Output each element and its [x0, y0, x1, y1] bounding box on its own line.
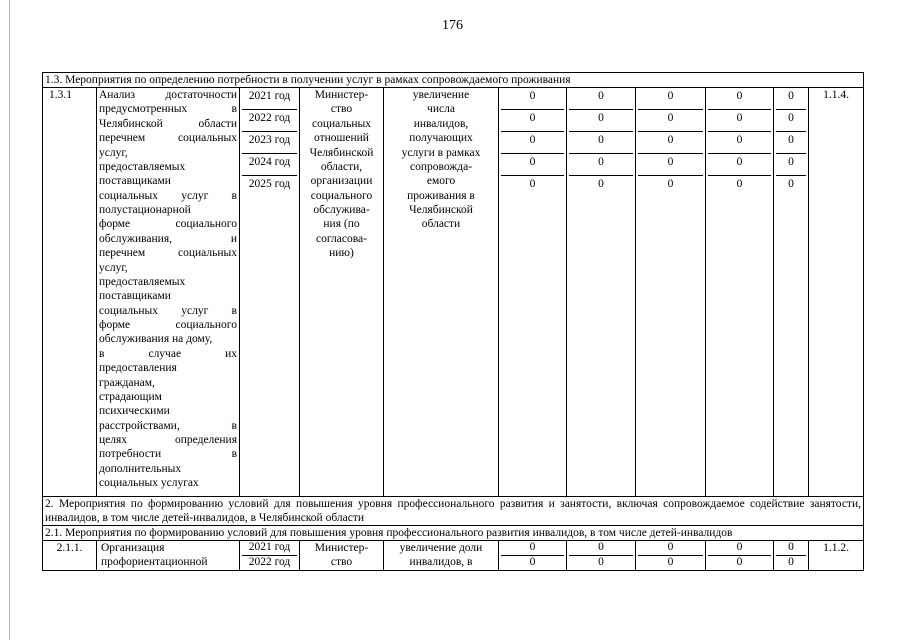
value: 0 — [708, 88, 771, 110]
value: 0 — [569, 110, 633, 132]
executor-line: ство — [330, 103, 353, 116]
executor — [300, 88, 384, 497]
value: 0 — [501, 88, 564, 110]
executor-line: социальных — [312, 117, 371, 130]
value: 0 — [638, 110, 703, 132]
executor-line: согласова- — [316, 232, 367, 245]
description-line: социальных услуг в — [99, 189, 237, 202]
year-label: 2025 год — [248, 178, 291, 190]
description-line: гражданам, — [99, 376, 155, 389]
row-number: 2.1.1. — [43, 541, 97, 571]
value-column-1 — [499, 88, 567, 497]
indicator-line: увеличение — [412, 89, 470, 101]
value: 0 — [776, 110, 806, 132]
value: 0 — [598, 556, 604, 568]
value-column-4 — [706, 541, 774, 571]
executor-line: Министер- — [314, 542, 369, 554]
description-line: полустационарной — [99, 204, 191, 216]
value: 0 — [501, 132, 564, 154]
description-line: предоставления — [99, 362, 177, 375]
value: 0 — [776, 541, 806, 556]
value-column-2 — [567, 88, 636, 497]
table-row — [43, 541, 864, 571]
description-line: целях определения — [99, 434, 237, 446]
value: 0 — [736, 556, 743, 568]
indicator-line: увеличение доли — [399, 542, 483, 554]
executor-line: Министер- — [314, 89, 369, 101]
value: 0 — [501, 110, 564, 132]
value: 0 — [569, 541, 633, 556]
description-line: страдающим — [99, 390, 162, 403]
description-line: форме социального — [99, 218, 237, 231]
indicator — [384, 88, 499, 497]
value: 0 — [529, 556, 536, 568]
reference: 1.1.4. — [809, 88, 864, 497]
description-line: услуг, — [99, 146, 128, 159]
description-line: Организация — [101, 542, 165, 554]
indicator-line: получающих — [409, 132, 473, 145]
table-row — [43, 88, 864, 497]
executor-line: социального — [310, 189, 373, 202]
value: 0 — [598, 178, 604, 190]
description-line: социальных услугах — [99, 477, 199, 490]
value: 0 — [788, 556, 794, 568]
description-line: обслуживания, и — [99, 232, 237, 245]
executor-line: нию) — [329, 247, 354, 260]
indicator-line: проживания в — [407, 189, 475, 202]
row-number: 1.3.1 — [43, 88, 97, 497]
executor-line: организации — [310, 175, 373, 188]
value: 0 — [638, 154, 703, 176]
indicator-line: области — [421, 218, 461, 231]
executor-line: области, — [320, 160, 363, 173]
indicator-line: инвалидов, — [413, 117, 469, 130]
value: 0 — [569, 154, 633, 176]
description-line: услуг, — [99, 261, 128, 274]
value: 0 — [736, 178, 743, 190]
value: 0 — [638, 132, 703, 154]
indicator-line: емого — [426, 175, 456, 188]
description-line: социальных услуг в — [99, 304, 237, 317]
years-cell — [240, 88, 300, 497]
value: 0 — [569, 132, 633, 154]
value: 0 — [708, 110, 771, 132]
indicator-line: сопровожда- — [409, 160, 473, 173]
page-number: 176 — [442, 18, 463, 33]
year-label: 2021 год — [242, 88, 297, 110]
description-line: дополнительных — [99, 462, 182, 475]
section-heading-1-3: 1.3. Мероприятия по определению потребности в получении услуг в рамках сопровождаемого проживания — [43, 73, 864, 88]
year-label: 2021 год — [242, 541, 297, 556]
description-line: психическими — [99, 405, 170, 418]
executor-line: ство — [330, 556, 353, 569]
description-line: поставщиками — [99, 290, 171, 303]
description-line: форме социального — [99, 319, 237, 331]
indicator-line: Челябинской — [409, 204, 473, 216]
value-column-5 — [774, 541, 809, 571]
description-line: поставщиками — [99, 175, 171, 188]
value: 0 — [788, 178, 794, 190]
description-line: обслуживания на дому, — [99, 333, 213, 346]
indicator — [384, 541, 499, 571]
value: 0 — [776, 154, 806, 176]
description-line: профориентационной — [101, 556, 208, 569]
value: 0 — [667, 178, 674, 190]
description-line: потребности в — [99, 448, 237, 461]
years-cell — [240, 541, 300, 571]
description-line: предоставляемых — [99, 275, 186, 288]
section-heading-2: 2. Мероприятия по формированию условий для повышения уровня профессионального развития и занятости, включая сопровождаемое содействие занятости, инвалидов, в том числе детей-инвалидов, в Челябинской области — [43, 497, 864, 526]
year-label: 2022 год — [242, 110, 297, 132]
description-line: перечнем социальных — [99, 132, 237, 145]
value: 0 — [638, 541, 703, 556]
measure-description — [97, 88, 240, 497]
value: 0 — [776, 88, 806, 110]
indicator-line: инвалидов, в — [409, 556, 473, 569]
description-line: предусмотренных в — [99, 103, 237, 116]
value: 0 — [708, 154, 771, 176]
value: 0 — [776, 132, 806, 154]
description-line: Челябинской области — [99, 117, 237, 130]
page-margin-line — [9, 0, 10, 640]
indicator-line: услуги в рамках — [401, 146, 481, 159]
description-line: перечнем социальных — [99, 247, 237, 260]
value: 0 — [501, 154, 564, 176]
year-label: 2023 год — [242, 132, 297, 154]
value-column-4 — [706, 88, 774, 497]
reference: 1.1.2. — [809, 541, 864, 571]
indicator-line: числа — [427, 103, 455, 116]
description-line: расстройствами, в — [99, 419, 237, 432]
value-column-3 — [636, 88, 706, 497]
section-row — [43, 73, 864, 88]
year-label: 2024 год — [242, 154, 297, 176]
description-line: Анализ достаточности — [99, 89, 237, 101]
value: 0 — [667, 556, 674, 568]
value-column-2 — [567, 541, 636, 571]
year-label: 2022 год — [248, 556, 291, 568]
value-column-1 — [499, 541, 567, 571]
executor — [300, 541, 384, 571]
executor-line: Челябинской — [309, 146, 374, 159]
description-line: предоставляемых — [99, 160, 186, 173]
value: 0 — [569, 88, 633, 110]
value: 0 — [501, 541, 564, 556]
value-column-5 — [774, 88, 809, 497]
description-line: в случае их — [99, 347, 237, 360]
section-heading-2-1: 2.1. Мероприятия по формированию условий для повышения уровня профессионального развития инвалидов, в том числе детей-инвалидов — [43, 526, 864, 541]
value: 0 — [708, 541, 771, 556]
executor-line: ния (по — [323, 218, 360, 231]
section-row — [43, 526, 864, 541]
value: 0 — [529, 178, 536, 190]
value-column-3 — [636, 541, 706, 571]
value: 0 — [708, 132, 771, 154]
section-row — [43, 497, 864, 526]
measures-table — [42, 72, 864, 571]
executor-line: отношений — [314, 132, 369, 145]
executor-line: обслужива- — [313, 204, 370, 216]
value: 0 — [638, 88, 703, 110]
measure-description — [97, 541, 240, 571]
